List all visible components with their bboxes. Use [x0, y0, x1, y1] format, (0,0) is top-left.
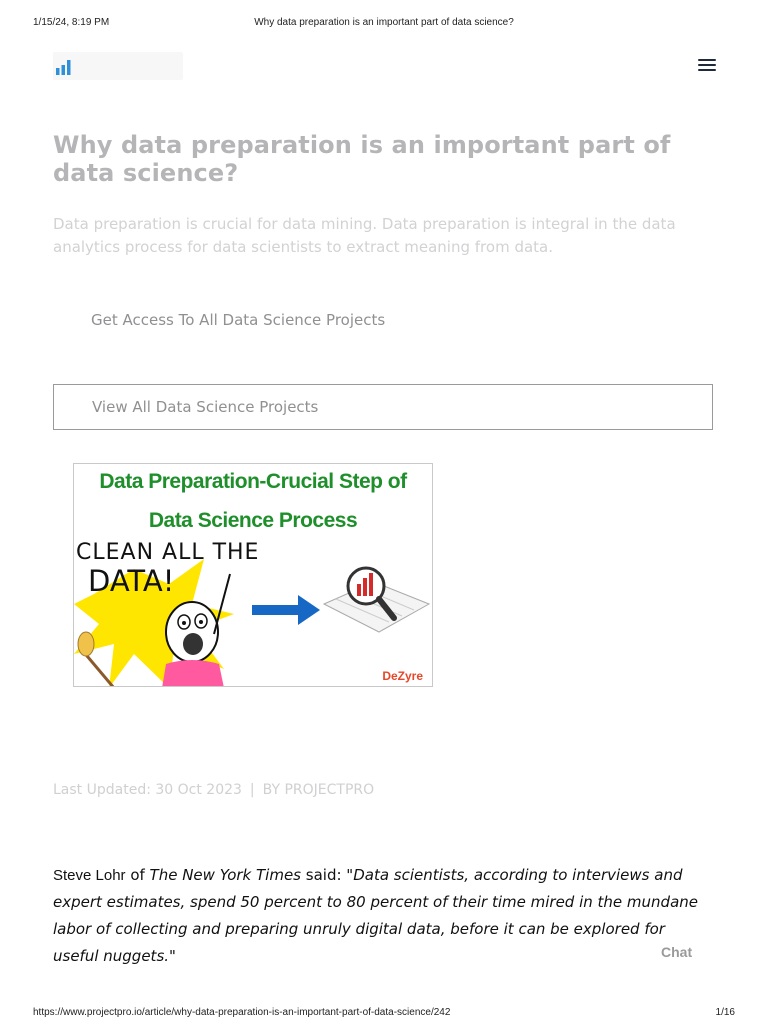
get-access-link[interactable]: Get Access To All Data Science Projects [91, 311, 386, 329]
chat-button[interactable]: Chat [661, 944, 693, 960]
article-quote [53, 862, 713, 970]
last-updated: Last Updated: 30 Oct 2023 [53, 782, 242, 798]
print-date: 1/15/24, 8:19 PM [33, 17, 110, 28]
article-lead: Data preparation is crucial for data mining. Data preparation is integral in the data analytics process for data scientists to extract meaning from data. [53, 215, 676, 256]
hero-handwritten-line1: CLEAN ALL THE [76, 540, 260, 565]
hamburger-menu-icon[interactable] [696, 56, 718, 74]
hero-brand: DeZyre [382, 669, 423, 683]
page-title: Why data preparation is an important part of data science? [53, 131, 671, 187]
print-title: Why data preparation is an important part of data science? [254, 17, 514, 28]
quote-person: Steve Lohr [53, 867, 126, 884]
hero-image [73, 463, 433, 687]
view-projects-label: View All Data Science Projects [92, 398, 319, 416]
quote-publication: The New York Times [149, 866, 301, 884]
quote-said: said: [301, 866, 347, 884]
view-projects-button[interactable] [53, 384, 713, 430]
hero-heading-line1: Data Preparation-Crucial Step of [99, 470, 407, 493]
article-meta [53, 782, 374, 798]
site-logo[interactable] [53, 52, 183, 80]
print-page-number: 1/16 [715, 1007, 735, 1018]
hero-heading-line2: Data Science Process [148, 509, 358, 532]
quote-text: "Data scientists, according to interviews and expert estimates, spend 50 percent to 80 percent of their time mired in the mundane labor of collecting and preparing unruly digital data, before it can be explored for useful nuggets." [53, 866, 698, 965]
print-url: https://www.projectpro.io/article/why-data-preparation-is-an-important-part-of-data-science/242 [33, 1007, 451, 1018]
quote-of: of [125, 866, 150, 884]
bar-chart-logo-icon [55, 58, 75, 76]
meta-separator: | [249, 782, 255, 798]
author: BY PROJECTPRO [262, 782, 375, 798]
hero-handwritten-line2: DATA! [88, 564, 175, 598]
